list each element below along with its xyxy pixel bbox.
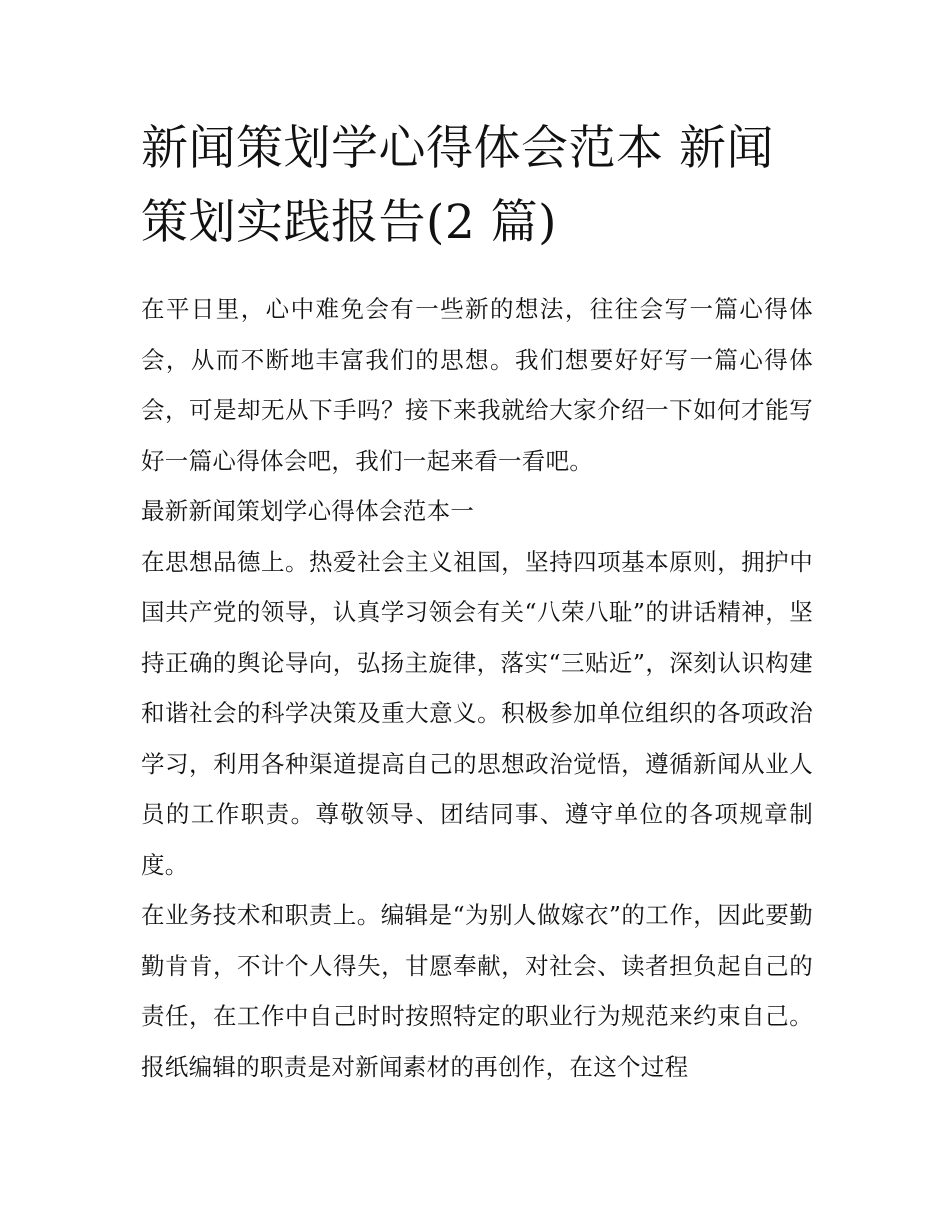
document-title: 新闻策划学心得体会范本 新闻策划实践报告(2 篇) (141, 121, 774, 250)
section-heading: 最新新闻策划学心得体会范本一 (141, 497, 475, 525)
document-content (141, 112, 813, 1092)
paragraph-ideology: 在思想品德上。热爱社会主义祖国，坚持四项基本原则，拥护中国共产党的领导，认真学习领会有关“八荣八耻”的讲话精神，坚持正确的舆论导向，弘扬主旋律，落实“三贴近”，深刻认识构建和谐社会的科学决策及重大意义。积极参加单位组织的各项政治学习，利用各种渠道提高自己的思想政治觉悟，遵循新闻从业人员的工作职责。尊敬领导、团结同事、遵守单位的各项规章制度。 (141, 547, 813, 879)
intro-paragraph: 在平日里，心中难免会有一些新的想法，往往会写一篇心得体会，从而不断地丰富我们的思想。我们想要好好写一篇心得体会，可是却无从下手吗？接下来我就给大家介绍一下如何才能写好一篇心得体会吧，我们一起来看一看吧。 (141, 295, 813, 475)
paragraph-duties: 在业务技术和职责上。编辑是“为别人做嫁衣”的工作，因此要勤勤肯肯，不计个人得失，甘愿奉献，对社会、读者担负起自己的责任，在工作中自己时时按照特定的职业行为规范来约束自己。报纸编辑的职责是对新闻素材的再创作，在这个过程 (141, 901, 813, 1081)
document-body (141, 284, 813, 1092)
